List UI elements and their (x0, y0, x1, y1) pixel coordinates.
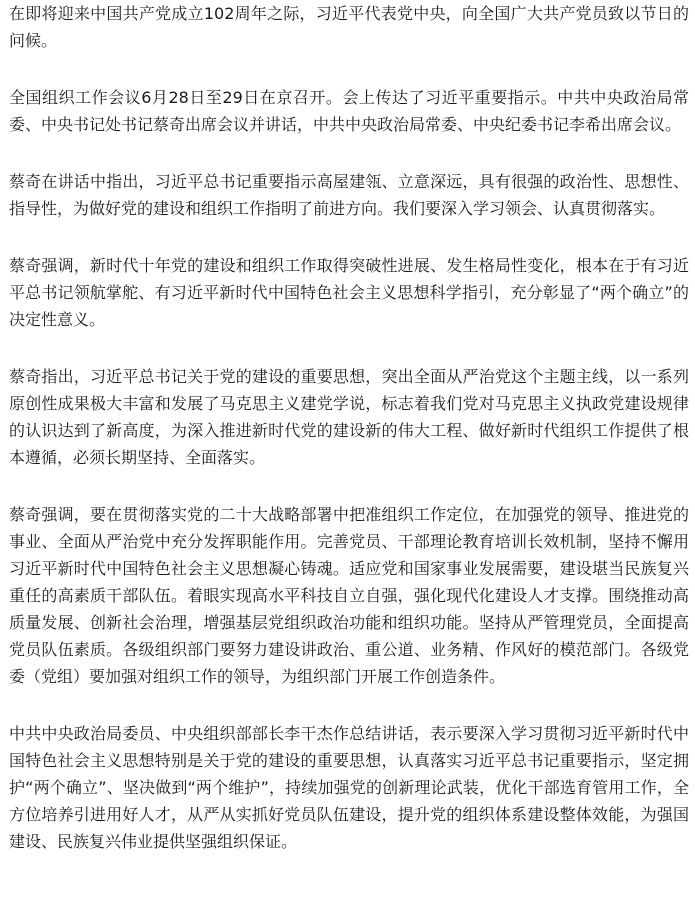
paragraph-meeting-held: 全国组织工作会议6月28日至29日在京召开。会上传达了习近平重要指示。中共中央政治局常委、中央书记处书记蔡奇出席会议并讲话，中共中央政治局常委、中央纪委书记李希出席会议。 (9, 88, 689, 134)
paragraph-summary-speech: 中共中央政治局委员、中央组织部部长李干杰作总结讲话，表示要深入学习贯彻习近平新时代中国特色社会主义思想特别是关于党的建设的重要思想，认真落实习近平总书记重要指示，坚定拥护“两个确立”、坚决做到“两个维护”，持续加强党的创新理论武装，优化干部选育管用工作，全方位培养引进用好人才，从严从实抓好党员队伍建设，提升党的组织体系建设整体效能，为强国建设、民族复兴伟业提供坚强组织保证。 (9, 724, 689, 851)
paragraph-instructions: 蔡奇在讲话中指出，习近平总书记重要指示高屋建瓴、立意深远，具有很强的政治性、思想性、指导性，为做好党的建设和组织工作指明了前进方向。我们要深入学习领会、认真贯彻落实。 (9, 172, 689, 218)
paragraph-new-era: 蔡奇强调，新时代十年党的建设和组织工作取得突破性进展、发生格局性变化，根本在于有习近平总书记领航掌舵、有习近平新时代中国特色社会主义思想科学指引，充分彰显了“两个确立”的决定性意义。 (9, 256, 689, 329)
paragraph-greeting: 在即将迎来中国共产党成立102周年之际，习近平代表党中央，向全国广大共产党员致以节日的问候。 (9, 4, 689, 50)
paragraph-party-building-thought: 蔡奇指出，习近平总书记关于党的建设的重要思想，突出全面从严治党这个主题主线，以一系列原创性成果极大丰富和发展了马克思主义建党学说，标志着我们党对马克思主义执政党建设规律的认识达到了新高度，为深入推进新时代党的建设新的伟大工程、做好新时代组织工作提供了根本遵循，必须长期坚持、全面落实。 (9, 367, 689, 467)
article-body (9, 0, 689, 855)
paragraph-organization-work: 蔡奇强调，要在贯彻落实党的二十大战略部署中把准组织工作定位，在加强党的领导、推进党的事业、全面从严治党中充分发挥职能作用。完善党员、干部理论教育培训长效机制，坚持不懈用习近平新时代中国特色社会主义思想凝心铸魂。适应党和国家事业发展需要，建设堪当民族复兴重任的高素质干部队伍。着眼实现高水平科技自立自强，强化现代化建设人才支撑。围绕推动高质量发展、创新社会治理，增强基层党组织政治功能和组织功能。坚持从严管理党员，全面提高党员队伍素质。各级组织部门要努力建设讲政治、重公道、业务精、作风好的模范部门。各级党委（党组）要加强对组织工作的领导，为组织部门开展工作创造条件。 (9, 505, 689, 686)
